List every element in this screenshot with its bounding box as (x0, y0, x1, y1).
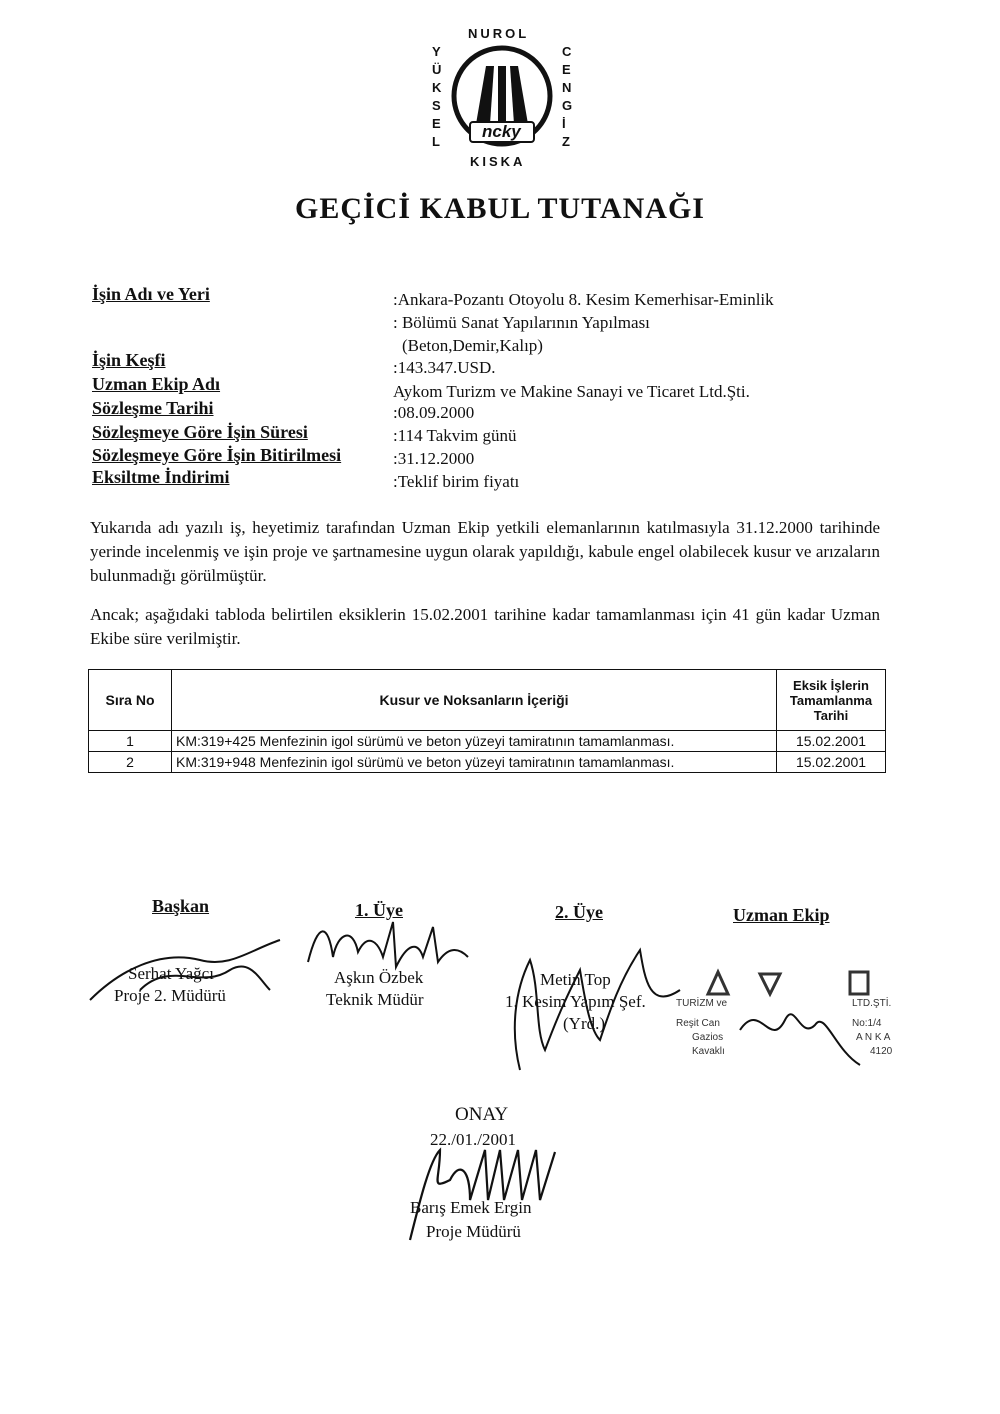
company-logo (420, 22, 580, 182)
uye1-role: 1. Üye (355, 900, 403, 920)
row-date: 15.02.2001 (777, 752, 886, 773)
indirim-value: :Teklif birim fiyatı (393, 472, 520, 491)
isin-adi-value-3: (Beton,Demir,Kalıp) (402, 336, 543, 355)
paragraph-2: Ancak; aşağıdaki tabloda belirtilen eksiklerin 15.02.2001 tarihine kadar tamamlanması için 41 gün kadar Uzman Ekibe süre verilmiştir. (90, 605, 880, 648)
table-row (89, 752, 886, 773)
uye2-name: Metin Top (540, 970, 611, 989)
paragraph-1: Yukarıda adı yazılı iş, heyetimiz tarafından Uzman Ekip yetkili elemanlarının katılmasıyla 31.12.2000 tarihinde yerinde incelenmiş ve işin proje ve şartnamesine uygun olarak yapıldığı, kabule engel olabilecek kusur ve arızaların bulunmadığı görülmüştür. (90, 518, 880, 585)
baskan-role: Başkan (152, 896, 210, 916)
isin-adi-value-2: : Bölümü Sanat Yapılarının Yapılması (393, 313, 650, 332)
logo-right-letter: İ (562, 116, 566, 131)
approval-date: 22./01./2001 (430, 1130, 516, 1149)
uye2-title-2: (Yrd.) (563, 1014, 606, 1033)
stamp-line: Gazios (692, 1032, 724, 1043)
logo-top-text: NUROL (468, 26, 530, 41)
logo-mark-text: ncky (482, 122, 521, 141)
approval-label: ONAY (455, 1104, 509, 1125)
stamp-line: No:1/4 (852, 1018, 882, 1029)
logo-left-letter: K (432, 80, 442, 95)
kesif-label: İşin Keşfi (92, 350, 166, 370)
row-date: 15.02.2001 (777, 731, 886, 752)
logo-left-letter: L (432, 134, 440, 149)
ekip-value: Aykom Turizm ve Makine Sanayi ve Ticaret Ltd.Şti. (393, 382, 750, 401)
deficiency-table (88, 669, 886, 773)
row-number: 2 (89, 752, 172, 773)
document-title: GEÇİCİ KABUL TUTANAĞI (295, 192, 705, 225)
stamp-line: Kavaklı (692, 1046, 725, 1057)
logo-left-letter: Y (432, 44, 441, 59)
isin-adi-label: İşin Adı ve Yeri (92, 284, 210, 304)
approval-title: Proje Müdürü (426, 1222, 521, 1241)
approval-name: Barış Emek Ergin (410, 1198, 532, 1217)
row-description: KM:319+425 Menfezinin igol sürümü ve beton yüzeyi tamiratının tamamlanması. (172, 731, 777, 752)
logo-right-letter: E (562, 62, 571, 77)
logo-right-letter: C (562, 44, 572, 59)
logo-right-letter: Z (562, 134, 570, 149)
logo-left-letter: S (432, 98, 441, 113)
kesif-value: :143.347.USD. (393, 358, 496, 377)
stamp-line: TURİZM ve (676, 998, 728, 1009)
stamp-line: A N K A (856, 1032, 891, 1043)
uye1-title: Teknik Müdür (326, 990, 424, 1009)
uye1-signature-icon (298, 912, 478, 982)
logo-left-letter: E (432, 116, 441, 131)
logo-right-letter: G (562, 98, 573, 113)
bitirilmesi-value: :31.12.2000 (393, 449, 475, 468)
baskan-title: Proje 2. Müdürü (114, 986, 226, 1005)
uzman-ekip-role: Uzman Ekip (733, 905, 830, 925)
uye2-signature-icon (490, 930, 690, 1080)
sozlesme-tarihi-value: :08.09.2000 (393, 403, 475, 422)
stamp-line: LTD.ŞTİ. (852, 998, 892, 1009)
header-icerik: Kusur ve Noksanların İçeriği (172, 670, 777, 731)
indirim-label: Eksiltme İndirimi (92, 467, 230, 487)
sozlesme-tarihi-label: Sözleşme Tarihi (92, 398, 214, 418)
baskan-signature-icon (80, 930, 290, 1010)
uye1-name: Aşkın Özbek (334, 968, 424, 987)
row-description: KM:319+948 Menfezinin igol sürümü ve beton yüzeyi tamiratının tamamlanması. (172, 752, 777, 773)
stamp-line: 4120 (870, 1046, 893, 1057)
isin-adi-value-1: :Ankara-Pozantı Otoyolu 8. Kesim Kemerhisar-Eminlik (393, 290, 774, 309)
bitirilmesi-label: Sözleşmeye Göre İşin Bitirilmesi (92, 445, 342, 465)
uye2-role: 2. Üye (555, 902, 603, 922)
stamp-line: Reşit Can (676, 1018, 720, 1029)
table-header-row (89, 670, 886, 731)
sure-label: Sözleşmeye Göre İşin Süresi (92, 422, 308, 442)
table-row (89, 731, 886, 752)
uye2-title-1: 1. Kesim Yapım Şef. (505, 992, 646, 1011)
sure-value: :114 Takvim günü (393, 426, 517, 445)
baskan-name: Serhat Yağcı (128, 964, 214, 983)
logo-right-letter: N (562, 80, 572, 95)
row-number: 1 (89, 731, 172, 752)
ekip-label: Uzman Ekip Adı (92, 374, 221, 394)
header-sira-no: Sıra No (89, 670, 172, 731)
header-tarih: Eksik İşlerin Tamamlanma Tarihi (777, 670, 886, 731)
uzman-signature-icon (730, 990, 870, 1070)
logo-left-letter: Ü (432, 62, 442, 77)
logo-bottom-text: KISKA (470, 154, 526, 169)
